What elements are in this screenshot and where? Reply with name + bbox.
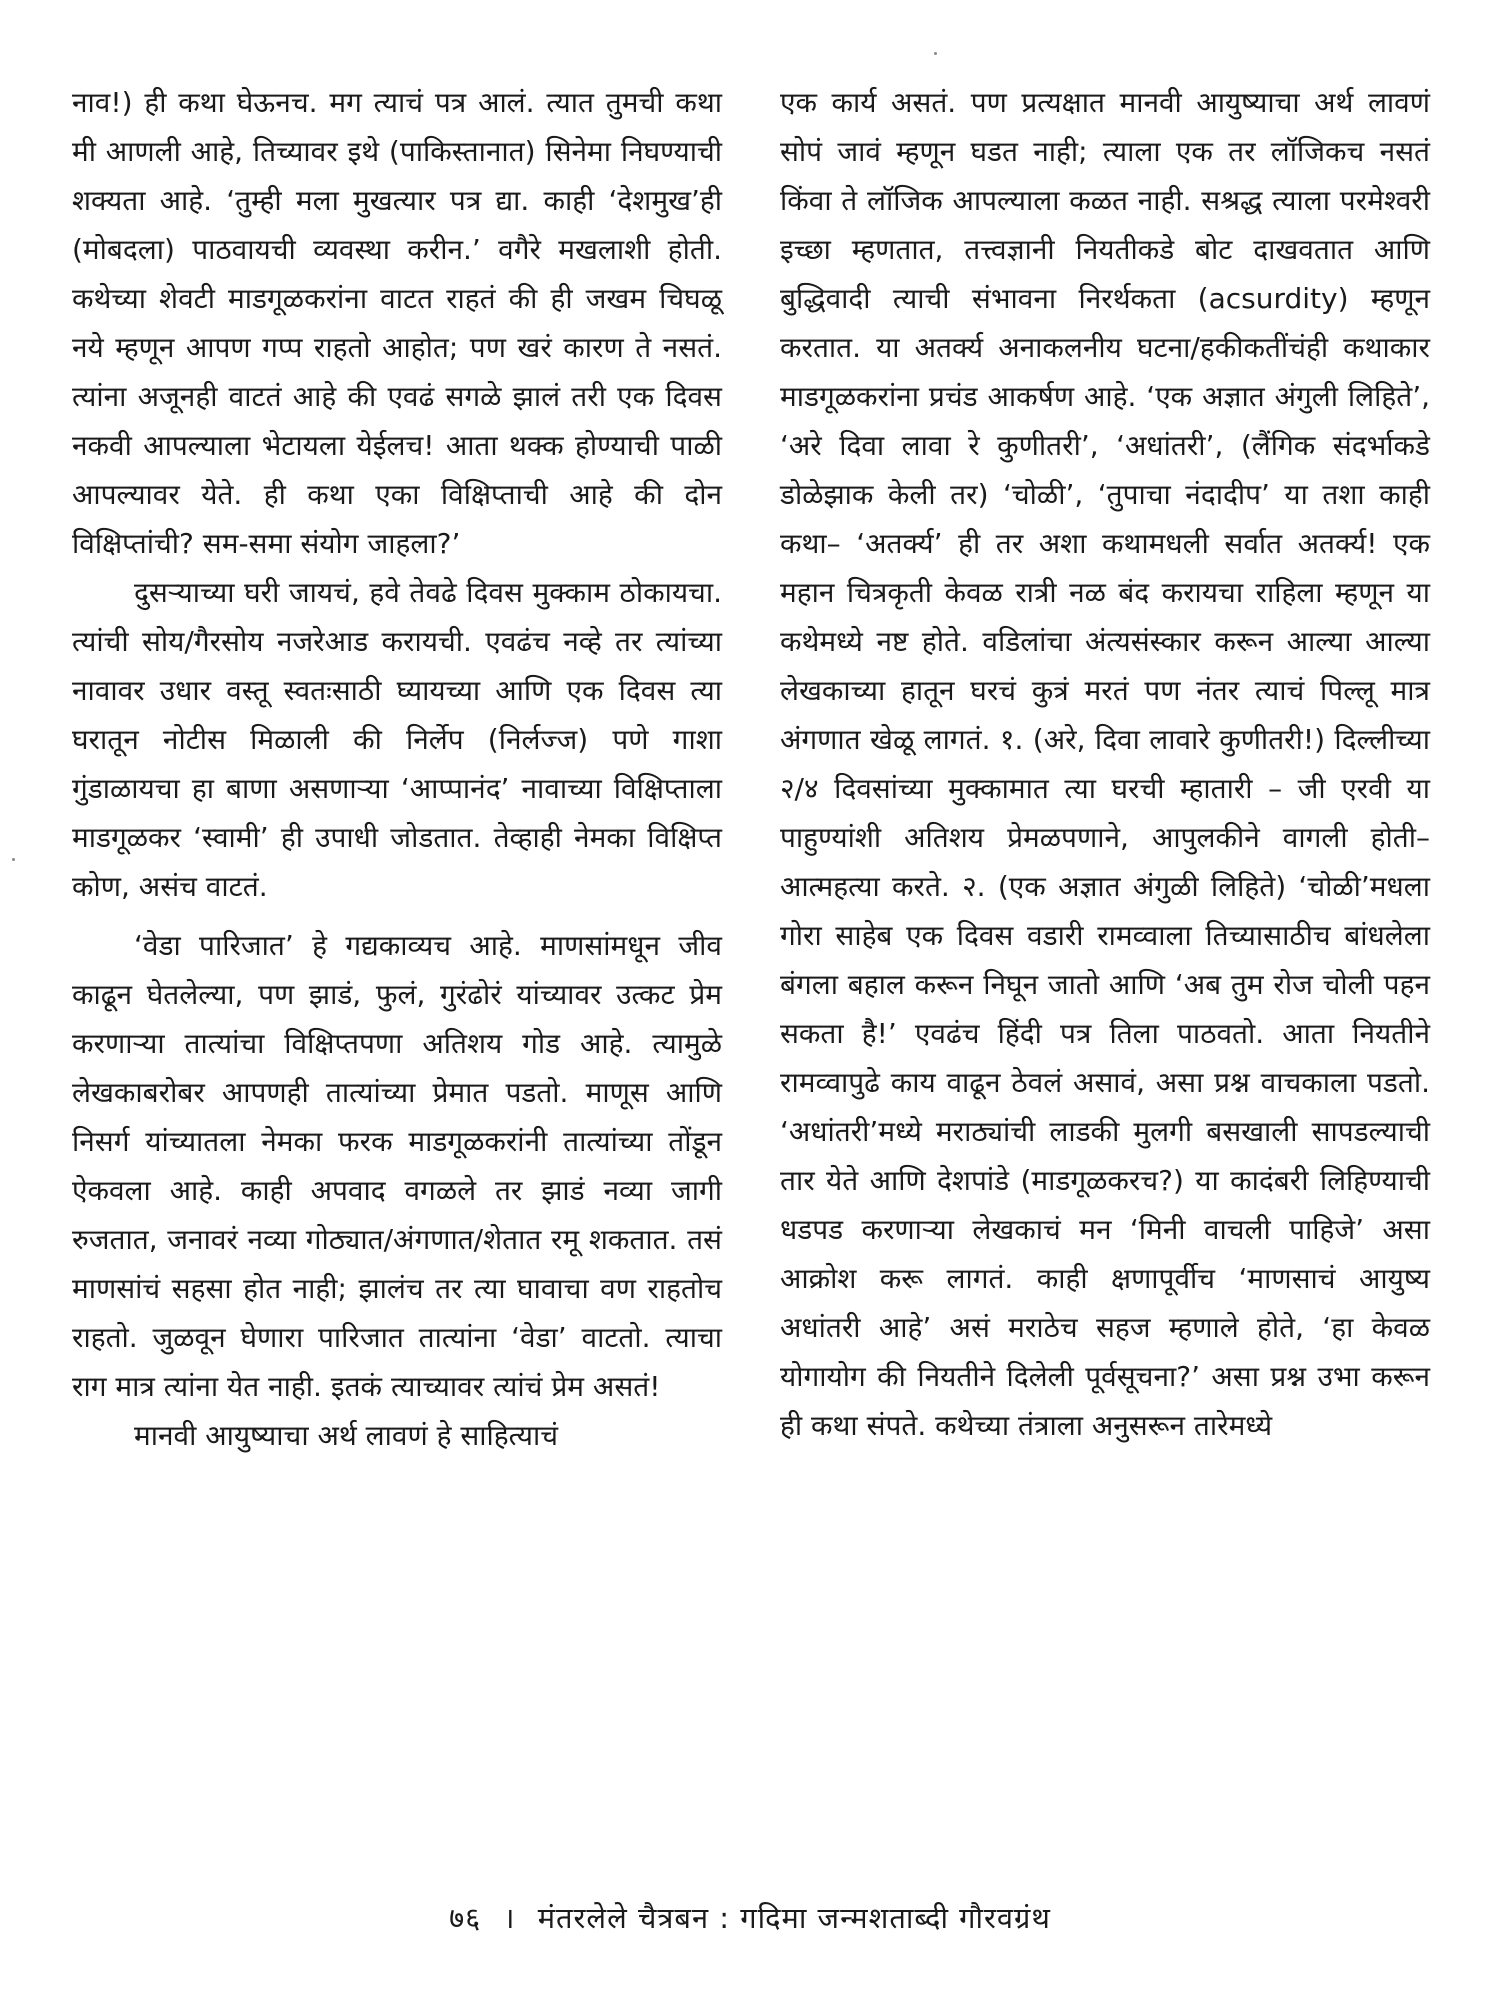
scan-speck	[12, 858, 15, 861]
right-column	[780, 78, 1430, 1450]
footer-separator: ।	[503, 1901, 516, 1935]
left-paragraph-1: नाव!) ही कथा घेऊनच. मग त्याचं पत्र आलं. त्यात तुमची कथा मी आणली आहे, तिच्यावर इथे (पाकिस्तानात) सिनेमा निघण्याची शक्यता आहे. ‘तुम्ही मला मुखत्यार पत्र द्या. काही ‘देशमुख’ही (मोबदला) पाठवायची व्यवस्था करीन.’ वगैरे मखलाशी होती. कथेच्या शेवटी माडगूळकरांना वाटत राहतं की ही जखम चिघळू नये म्हणून आपण गप्प राहतो आहोत; पण खरं कारण ते नसतं. त्यांना अजूनही वाटतं आहे की एवढं सगळे झालं तरी एक दिवस नकवी आपल्याला भेटायला येईलच! आता थक्क होण्याची पाळी आपल्यावर येते. ही कथा एका विक्षिप्ताची आहे की दोन विक्षिप्तांची? सम-समा संयोग जाहला?’	[72, 86, 722, 560]
page-number: ७६	[449, 1901, 482, 1935]
left-paragraph-2: दुसऱ्याच्या घरी जायचं, हवे तेवढे दिवस मुक्काम ठोकायचा. त्यांची सोय/गैरसोय नजरेआड करायची. एवढंच नव्हे तर त्यांच्या नावावर उधार वस्तू स्वतःसाठी घ्यायच्या आणि एक दिवस त्या घरातून नोटीस मिळाली की निर्लेप (निर्लज्ज) पणे गाशा गुंडाळायचा हा बाणा असणाऱ्या ‘आप्पानंद’ नावाच्या विक्षिप्ताला माडगूळकर ‘स्वामी’ ही उपाधी जोडतात. तेव्हाही नेमका विक्षिप्त कोण, असंच वाटतं.	[72, 576, 722, 903]
left-paragraph-4: मानवी आयुष्याचा अर्थ लावणं हे साहित्याचं	[134, 1419, 559, 1452]
page-footer	[0, 1898, 1500, 1937]
left-paragraph-3: ‘वेडा पारिजात’ हे गद्यकाव्यच आहे. माणसांमधून जीव काढून घेतलेल्या, पण झाडं, फुलं, गुरंढोरं यांच्यावर उत्कट प्रेम करणाऱ्या तात्यांचा विक्षिप्तपणा अतिशय गोड आहे. त्यामुळे लेखकाबरोबर आपणही तात्यांच्या प्रेमात पडतो. माणूस आणि निसर्ग यांच्यातला नेमका फरक माडगूळकरांनी तात्यांच्या तोंडून ऐकवला आहे. काही अपवाद वगळले तर झाडं नव्या जागी रुजतात, जनावरं नव्या गोठ्यात/अंगणात/शेतात रमू शकतात. तसं माणसांचं सहसा होत नाही; झालंच तर त्या घावाचा वण राहतोच राहतो. जुळवून घेणारा पारिजात तात्यांना ‘वेडा’ वाटतो. त्याचा राग मात्र त्यांना येत नाही. इतकं त्याच्यावर त्यांचं प्रेम असतं!	[72, 929, 722, 1403]
right-paragraph-1: एक कार्य असतं. पण प्रत्यक्षात मानवी आयुष्याचा अर्थ लावणं सोपं जावं म्हणून घडत नाही; त्याला एक तर लॉजिकच नसतं किंवा ते लॉजिक आपल्याला कळत नाही. सश्रद्ध त्याला परमेश्वरी इच्छा म्हणतात, तत्त्वज्ञानी नियतीकडे बोट दाखवतात आणि बुद्धिवादी त्याची संभावना निरर्थकता (acsurdity) म्हणून करतात. या अतर्क्य अनाकलनीय घटना/हकीकतींचंही कथाकार माडगूळकरांना प्रचंड आकर्षण आहे. ‘एक अज्ञात अंगुली लिहिते’, ‘अरे दिवा लावा रे कुणीतरी’, ‘अधांतरी’, (लैंगिक संदर्भाकडे डोळेझाक केली तर) ‘चोळी’, ‘तुपाचा नंदादीप’ या तशा काही कथा– ‘अतर्क्य’ ही तर अशा कथामधली सर्वात अतर्क्य! एक महान चित्रकृती केवळ रात्री नळ बंद करायचा राहिला म्हणून या कथेमध्ये नष्ट होते. वडिलांचा अंत्यसंस्कार करून आल्या आल्या लेखकाच्या हातून घरचं कुत्रं मरतं पण नंतर त्याचं पिल्लू मात्र अंगणात खेळू लागतं. १. (अरे, दिवा लावारे कुणीतरी!) दिल्लीच्या २/४ दिवसांच्या मुक्कामात त्या घरची म्हातारी – जी एरवी या पाहुण्यांशी अतिशय प्रेमळपणाने, आपुलकीने वागली होती– आत्महत्या करते. २. (एक अज्ञात अंगुळी लिहिते) ‘चोळी’मधला गोरा साहेब एक दिवस वडारी रामव्वाला तिच्यासाठीच बांधलेला बंगला बहाल करून निघून जातो आणि ‘अब तुम रोज चोली पहन सकता है!’ एवढंच हिंदी पत्र तिला पाठवतो. आता नियतीने रामव्वापुढे काय वाढून ठेवलं असावं, असा प्रश्न वाचकाला पडतो. ‘अधांतरी’मध्ये मराठ्यांची लाडकी मुलगी बसखाली सापडल्याची तार येते आणि देशपांडे (माडगूळकरच?) या कादंबरी लिहिण्याची धडपड करणाऱ्या लेखकाचं मन ‘मिनी वाचली पाहिजे’ असा आक्रोश करू लागतं. काही क्षणापूर्वीच ‘माणसाचं आयुष्य अधांतरी आहे’ असं मराठेच सहज म्हणाले होते, ‘हा केवळ योगायोग की नियतीने दिलेली पूर्वसूचना?’ असा प्रश्न उभा करून ही कथा संपते. कथेच्या तंत्राला अनुसरून तारेमध्ये	[780, 86, 1430, 1442]
book-title: मंतरलेले चैत्रबन : गदिमा जन्मशताब्दी गौरवग्रंथ	[537, 1901, 1051, 1935]
scan-speck	[934, 52, 937, 55]
left-column	[72, 78, 722, 1460]
